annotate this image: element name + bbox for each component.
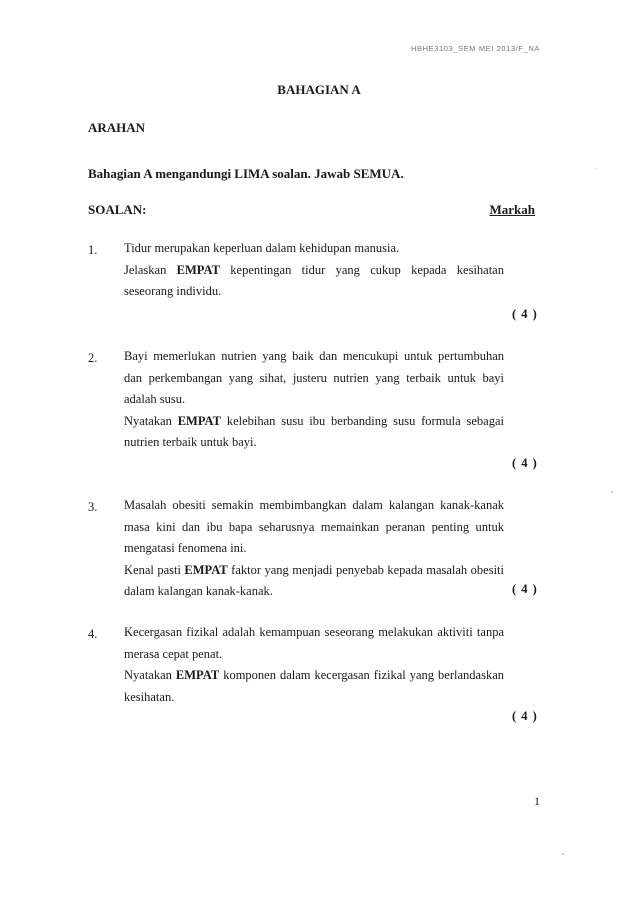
question-marks: ( 4 ) xyxy=(512,709,538,723)
question-text-run: Kecergasan fizikal adalah kemampuan seseorang melakukan aktiviti tanpa merasa cepat penat. xyxy=(124,625,504,661)
scan-speck xyxy=(596,168,597,169)
question-text-run: Bayi memerlukan nutrien yang baik dan mencukupi untuk pertumbuhan dan perkembangan yang sihat, justeru nutrien yang terbaik untuk bayi adalah susu. xyxy=(124,349,504,406)
question-number: 4. xyxy=(88,627,98,641)
question-paragraph xyxy=(124,260,504,303)
page-number: 1 xyxy=(534,794,540,808)
question-text-run: Jelaskan xyxy=(124,262,177,277)
scan-speck xyxy=(611,491,613,493)
question-text-run: kepentingan tidur yang cukup kepada kesihatan seseorang individu. xyxy=(124,262,504,298)
question-text xyxy=(124,622,504,708)
question-text-run: kelebihan susu ibu berbanding susu formula sebagai nutrien terbaik untuk bayi. xyxy=(124,413,504,449)
emphasis-text: EMPAT xyxy=(176,262,220,277)
emphasis-text: EMPAT xyxy=(175,668,220,682)
question-number: 3. xyxy=(88,500,98,514)
question-paragraph xyxy=(124,622,504,665)
question-text-run: Kenal pasti xyxy=(124,562,185,577)
document-code: HBHE3103_SEM MEI 2013/F_NA xyxy=(411,44,540,53)
question-paragraph xyxy=(124,665,504,708)
question-paragraph xyxy=(124,411,504,454)
question-number: 2. xyxy=(88,351,98,365)
question-paragraph xyxy=(124,495,504,560)
section-title: BAHAGIAN A xyxy=(277,82,361,97)
question-text-run: komponen dalam kecergasan fizikal yang berlandaskan kesihatan. xyxy=(124,668,504,704)
scan-speck xyxy=(562,853,564,855)
question-paragraph xyxy=(124,560,504,603)
emphasis-text: EMPAT xyxy=(177,413,221,428)
marks-column-label: Markah xyxy=(489,202,535,217)
emphasis-text: EMPAT xyxy=(184,562,228,577)
question-marks: ( 4 ) xyxy=(512,307,538,321)
question-marks: ( 4 ) xyxy=(512,456,538,470)
questions-label: SOALAN: xyxy=(88,202,147,217)
question-paragraph xyxy=(124,346,504,411)
question-text-run: faktor yang menjadi penyebab kepada masalah obesiti dalam kalangan kanak-kanak. xyxy=(124,562,504,598)
question-text xyxy=(124,346,504,454)
question-marks: ( 4 ) xyxy=(512,582,538,596)
question-number: 1. xyxy=(88,243,98,257)
question-text-run: Nyatakan xyxy=(124,668,176,682)
question-text xyxy=(124,238,504,303)
instructions-text: Bahagian A mengandungi LIMA soalan. Jawab SEMUA. xyxy=(88,166,404,181)
question-text-run: Nyatakan xyxy=(124,413,178,428)
question-text-run: Tidur merupakan keperluan dalam kehidupan manusia. xyxy=(124,241,400,255)
question-text-run: Masalah obesiti semakin membimbangkan dalam kalangan kanak-kanak masa kini dan ibu bapa seharusnya memainkan peranan penting untuk mengatasi fenomena ini. xyxy=(124,498,504,555)
instructions-heading: ARAHAN xyxy=(88,120,146,135)
question-paragraph xyxy=(124,238,504,260)
question-text xyxy=(124,495,504,603)
